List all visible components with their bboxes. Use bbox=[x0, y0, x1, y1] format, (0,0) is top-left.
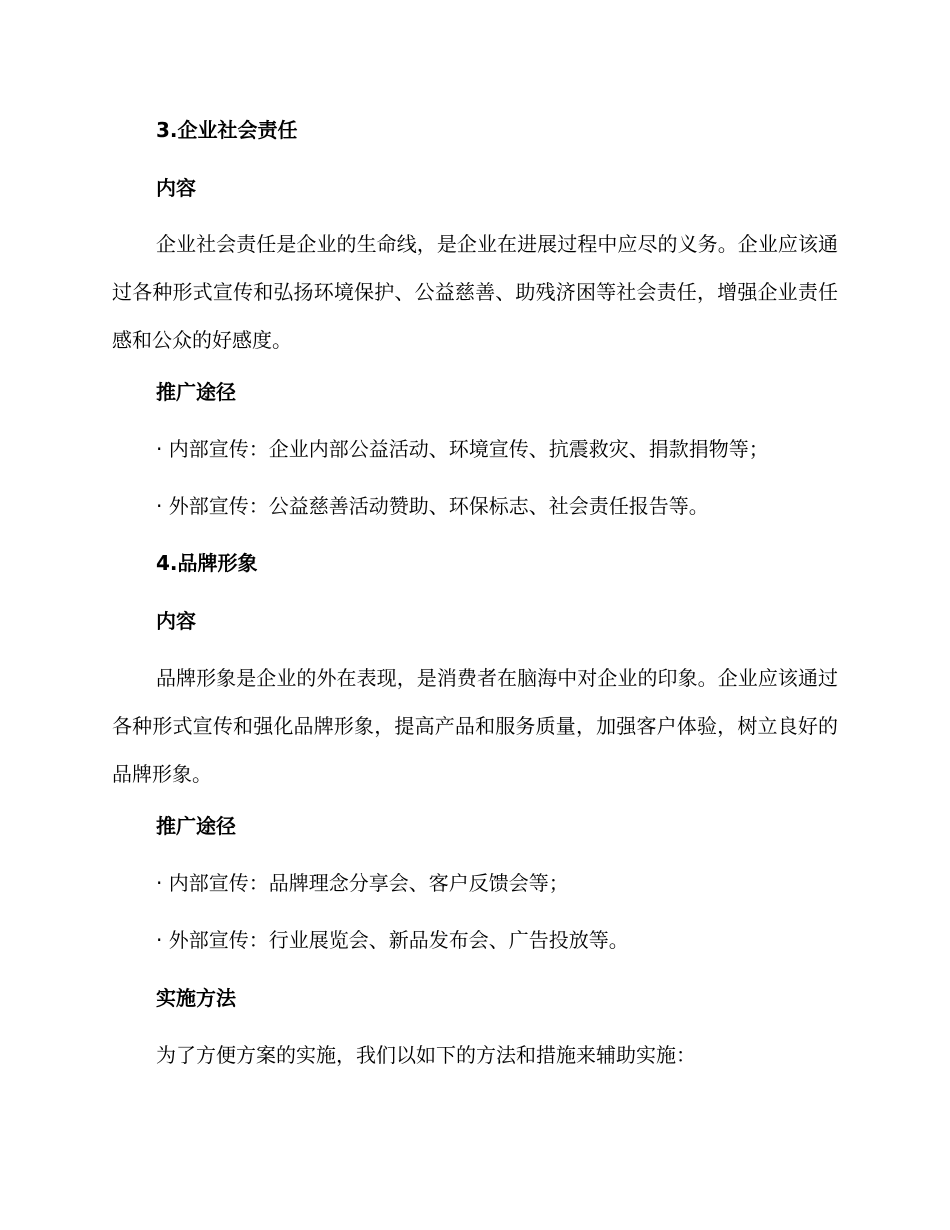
implementation-text: 为了方便方案的实施，我们以如下的方法和措施来辅助实施： bbox=[156, 1043, 696, 1067]
section4-external-item: · 外部宣传：行业展览会、新品发布会、广告投放等。 bbox=[156, 928, 629, 952]
section4-title: 4.品牌形象 bbox=[156, 551, 258, 575]
section3-internal-item: · 内部宣传：企业内部公益活动、环境宣传、抗震救灾、捐款捐物等； bbox=[156, 437, 769, 461]
section4-content-label: 内容 bbox=[156, 609, 196, 633]
section4-promo-label: 推广途径 bbox=[156, 814, 236, 838]
implementation-title: 实施方法 bbox=[156, 986, 236, 1010]
section3-title: 3.企业社会责任 bbox=[156, 118, 298, 142]
section4-internal-item: · 内部宣传：品牌理念分享会、客户反馈会等； bbox=[156, 871, 569, 895]
section3-content-label: 内容 bbox=[156, 176, 196, 200]
section3-promo-label: 推广途径 bbox=[156, 380, 236, 404]
section3-content-text: 企业社会责任是企业的生命线，是企业在进展过程中应尽的义务。企业应该通过各种形式宣传和弘扬环境保护、公益慈善、助残济困等社会责任，增强企业责任感和公众的好感度。 bbox=[112, 232, 838, 352]
section4-content-text: 品牌形象是企业的外在表现，是消费者在脑海中对企业的印象。企业应该通过各种形式宣传和强化品牌形象，提高产品和服务质量，加强客户体验，树立良好的品牌形象。 bbox=[112, 666, 838, 786]
section3-external-item: · 外部宣传：公益慈善活动赞助、环保标志、社会责任报告等。 bbox=[156, 494, 709, 518]
